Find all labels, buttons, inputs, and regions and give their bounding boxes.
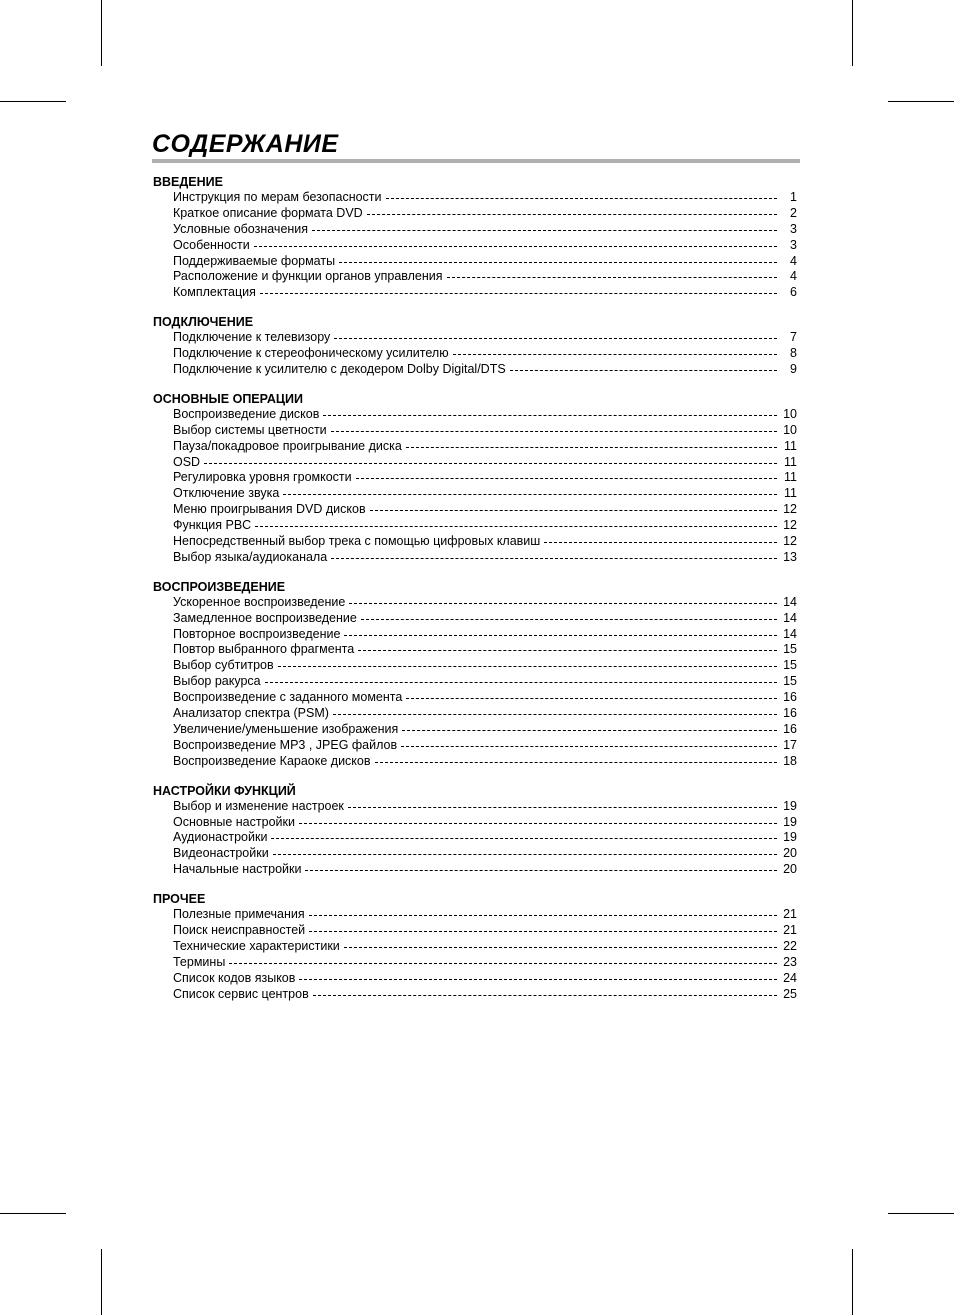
toc-entry	[153, 470, 797, 486]
toc-entry-page-number: 13	[783, 549, 797, 564]
toc-entry-page-number: 3	[790, 221, 797, 236]
dot-leader	[333, 714, 777, 715]
toc-entry-label: Пауза/покадровое проигрывание диска	[173, 438, 402, 453]
toc-entry-page-number: 11	[784, 470, 797, 485]
dot-leader	[349, 603, 777, 604]
toc-entry-page-number: 16	[783, 721, 797, 736]
dot-leader	[334, 338, 777, 339]
toc-entry-label: Ускоренное воспроизведение	[173, 594, 346, 609]
dot-leader	[453, 354, 777, 355]
toc-entry-page-number: 18	[783, 753, 797, 768]
toc-entry-label: Повтор выбранного фрагмента	[173, 642, 355, 657]
toc-entry-label: Начальные настройки	[173, 862, 302, 877]
table-of-contents	[153, 174, 797, 1015]
dot-leader	[348, 807, 777, 808]
toc-entry	[153, 862, 797, 878]
dot-leader	[312, 230, 777, 231]
dot-leader	[299, 823, 777, 824]
dot-leader	[402, 730, 777, 731]
toc-entry-label: Воспроизведение MP3 , JPEG файлов	[173, 737, 398, 752]
section-heading: ВВЕДЕНИЕ	[153, 175, 223, 189]
toc-entry-page-number: 10	[783, 422, 797, 437]
toc-entry-page-number: 10	[783, 406, 797, 421]
toc-entry-label: Непосредственный выбор трека с помощью цифровых клавиш	[173, 534, 541, 549]
dot-leader	[544, 542, 777, 543]
dot-leader	[401, 746, 777, 747]
toc-entry-label: Расположение и функции органов управления	[173, 269, 443, 284]
dot-leader	[406, 698, 777, 699]
toc-entry-page-number: 21	[783, 922, 797, 937]
toc-entry	[153, 190, 797, 206]
toc-entry-label: Список кодов языков	[173, 970, 296, 985]
toc-entry	[153, 518, 797, 534]
dot-leader	[331, 431, 777, 432]
toc-entry-page-number: 15	[783, 658, 797, 673]
section-heading: ОСНОВНЫЕ ОПЕРАЦИИ	[153, 391, 304, 406]
toc-entry-page-number: 9	[790, 362, 797, 377]
toc-entry-label: Выбор языка/аудиоканала	[173, 549, 328, 564]
toc-entry-label: Меню проигрывания DVD дисков	[173, 502, 366, 517]
toc-entry-label: Увеличение/уменьшение изображения	[173, 721, 399, 736]
toc-entry-page-number: 12	[783, 534, 797, 549]
toc-entry-label: Выбор ракурса	[173, 674, 261, 689]
dot-leader	[361, 619, 777, 620]
toc-entry-label: Технические характеристики	[173, 938, 340, 953]
dot-leader	[255, 526, 777, 527]
dot-leader	[344, 947, 777, 948]
crop-mark-bottom-right-horizontal	[888, 1213, 954, 1214]
dot-leader	[283, 494, 777, 495]
dot-leader	[309, 915, 777, 916]
toc-entry-page-number: 11	[784, 486, 797, 501]
toc-entry-label: OSD	[173, 454, 201, 469]
crop-mark-top-right-vertical	[852, 0, 853, 66]
toc-entry-label: Комплектация	[173, 285, 256, 300]
dot-leader	[406, 447, 777, 448]
toc-entry	[153, 627, 797, 643]
toc-entry-page-number: 4	[790, 269, 797, 284]
toc-entry	[153, 550, 797, 566]
toc-entry-page-number: 19	[783, 798, 797, 813]
toc-entry	[153, 658, 797, 674]
toc-entry	[153, 907, 797, 923]
toc-entry-page-number: 24	[783, 970, 797, 985]
toc-entry-label: Анализатор спектра (PSM)	[173, 706, 329, 721]
crop-mark-top-left-horizontal	[0, 101, 66, 102]
dot-leader	[313, 995, 777, 996]
dot-leader	[254, 246, 777, 247]
dot-leader	[447, 277, 777, 278]
toc-section	[153, 579, 797, 770]
toc-entry-page-number: 16	[783, 706, 797, 721]
toc-entry-label: Выбор субтитров	[173, 658, 274, 673]
toc-entry-page-number: 22	[783, 938, 797, 953]
toc-entry-page-number: 12	[783, 502, 797, 517]
toc-entry-label: Воспроизведение дисков	[173, 406, 320, 421]
toc-entry	[153, 285, 797, 301]
toc-entry	[153, 222, 797, 238]
toc-section	[153, 314, 797, 378]
dot-leader	[305, 870, 777, 871]
toc-entry	[153, 486, 797, 502]
toc-entry-label: Повторное воспроизведение	[173, 626, 341, 641]
toc-entry-page-number: 2	[790, 205, 797, 220]
toc-entry	[153, 254, 797, 270]
toc-entry-page-number: 16	[783, 690, 797, 705]
crop-mark-top-left-vertical	[101, 0, 102, 66]
toc-entry-label: Подключение к усилителю с декодером Dolby Digital/DTS	[173, 362, 506, 377]
dot-leader	[331, 558, 777, 559]
toc-entry-label: Воспроизведение Караоке дисков	[173, 753, 371, 768]
dot-leader	[323, 415, 777, 416]
toc-entry-page-number: 25	[783, 986, 797, 1001]
toc-entry	[153, 502, 797, 518]
toc-entry-label: Замедленное воспроизведение	[173, 610, 357, 625]
toc-entry-page-number: 3	[790, 237, 797, 252]
dot-leader	[271, 838, 777, 839]
crop-mark-bottom-right-vertical	[852, 1249, 853, 1315]
toc-entry-label: Полезные примечания	[173, 907, 305, 922]
toc-entry-label: Отключение звука	[173, 486, 280, 501]
toc-entry-page-number: 15	[783, 642, 797, 657]
toc-entry	[153, 738, 797, 754]
toc-entry	[153, 362, 797, 378]
toc-entry	[153, 455, 797, 471]
dot-leader	[229, 963, 777, 964]
toc-entry	[153, 971, 797, 987]
toc-entry-page-number: 17	[783, 737, 797, 752]
toc-entry-label: Воспроизведение с заданного момента	[173, 690, 403, 705]
toc-entry-page-number: 8	[790, 346, 797, 361]
section-heading: ПОДКЛЮЧЕНИЕ	[153, 315, 254, 330]
toc-entry-page-number: 19	[783, 830, 797, 845]
toc-section	[153, 783, 797, 878]
toc-entry-label: Выбор системы цветности	[173, 422, 327, 437]
toc-entry-label: Условные обозначения	[173, 221, 309, 236]
dot-leader	[265, 682, 777, 683]
toc-entry	[153, 690, 797, 706]
toc-entry-label: Особенности	[173, 237, 250, 252]
dot-leader	[510, 370, 777, 371]
toc-entry	[153, 595, 797, 611]
toc-entry-label: Выбор и изменение настроек	[173, 798, 344, 813]
toc-entry	[153, 611, 797, 627]
toc-entry-label: Список сервис центров	[173, 986, 309, 1001]
toc-entry-page-number: 6	[790, 285, 797, 300]
toc-entry-page-number: 21	[783, 907, 797, 922]
toc-entry-page-number: 11	[784, 438, 797, 453]
toc-entry	[153, 346, 797, 362]
toc-section	[153, 391, 797, 566]
toc-entry-page-number: 11	[784, 454, 797, 469]
dot-leader	[299, 979, 777, 980]
toc-section	[153, 891, 797, 1002]
toc-entry-page-number: 23	[783, 954, 797, 969]
section-heading: ПРОЧЕЕ	[153, 892, 206, 907]
toc-entry	[153, 206, 797, 222]
toc-entry	[153, 955, 797, 971]
dot-leader	[278, 666, 777, 667]
toc-entry-page-number: 12	[783, 518, 797, 533]
toc-entry	[153, 799, 797, 815]
dot-leader	[309, 931, 777, 932]
section-heading: ВОСПРОИЗВЕДЕНИЕ	[153, 579, 286, 594]
toc-entry	[153, 754, 797, 770]
dot-leader	[344, 635, 777, 636]
toc-entry-page-number: 20	[783, 846, 797, 861]
toc-entry-label: Аудионастройки	[173, 830, 268, 845]
toc-entry	[153, 534, 797, 550]
toc-entry	[153, 330, 797, 346]
toc-entry	[153, 923, 797, 939]
toc-entry	[153, 423, 797, 439]
toc-entry	[153, 674, 797, 690]
dot-leader	[273, 854, 777, 855]
crop-mark-bottom-left-vertical	[101, 1249, 102, 1315]
toc-entry-page-number: 14	[783, 626, 797, 641]
toc-entry-label: Подключение к стереофоническому усилителю	[173, 346, 449, 361]
toc-entry	[153, 939, 797, 955]
toc-entry	[153, 269, 797, 285]
dot-leader	[367, 214, 777, 215]
toc-entry	[153, 815, 797, 831]
title-underline	[152, 159, 800, 163]
toc-entry	[153, 407, 797, 423]
toc-entry-page-number: 4	[790, 253, 797, 268]
dot-leader	[358, 650, 777, 651]
toc-entry	[153, 846, 797, 862]
dot-leader	[260, 293, 777, 294]
toc-entry-label: Видеонастройки	[173, 846, 269, 861]
page-title: СОДЕРЖАНИЕ	[152, 130, 339, 158]
toc-entry-label: Основные настройки	[173, 814, 295, 829]
toc-entry-label: Поддерживаемые форматы	[173, 253, 336, 268]
toc-entry-label: Поиск неисправностей	[173, 922, 306, 937]
toc-entry	[153, 722, 797, 738]
toc-entry-label: Краткое описание формата DVD	[173, 205, 363, 220]
toc-entry-page-number: 14	[783, 610, 797, 625]
toc-entry	[153, 238, 797, 254]
dot-leader	[204, 463, 777, 464]
toc-entry-label: Инструкция по мерам безопасности	[173, 190, 382, 204]
toc-entry	[153, 439, 797, 455]
toc-entry-page-number: 19	[783, 814, 797, 829]
toc-entry-page-number: 15	[783, 674, 797, 689]
toc-section	[153, 174, 797, 301]
dot-leader	[339, 262, 777, 263]
dot-leader	[375, 762, 777, 763]
toc-entry-page-number: 14	[783, 594, 797, 609]
crop-mark-bottom-left-horizontal	[0, 1213, 66, 1214]
toc-entry-label: Регулировка уровня громкости	[173, 470, 352, 485]
dot-leader	[370, 510, 777, 511]
toc-entry	[153, 987, 797, 1003]
crop-mark-top-right-horizontal	[888, 101, 954, 102]
toc-entry	[153, 830, 797, 846]
toc-entry	[153, 642, 797, 658]
toc-entry-label: Термины	[173, 954, 226, 969]
toc-entry	[153, 706, 797, 722]
toc-entry-page-number: 20	[783, 862, 797, 877]
toc-entry-label: Подключение к телевизору	[173, 330, 331, 345]
toc-entry-label: Функция PBC	[173, 518, 252, 533]
toc-entry-page-number: 7	[790, 330, 797, 345]
section-heading: НАСТРОЙКИ ФУНКЦИЙ	[153, 783, 296, 798]
toc-entry-page-number: 1	[790, 190, 797, 204]
dot-leader	[386, 198, 777, 199]
dot-leader	[356, 478, 777, 479]
